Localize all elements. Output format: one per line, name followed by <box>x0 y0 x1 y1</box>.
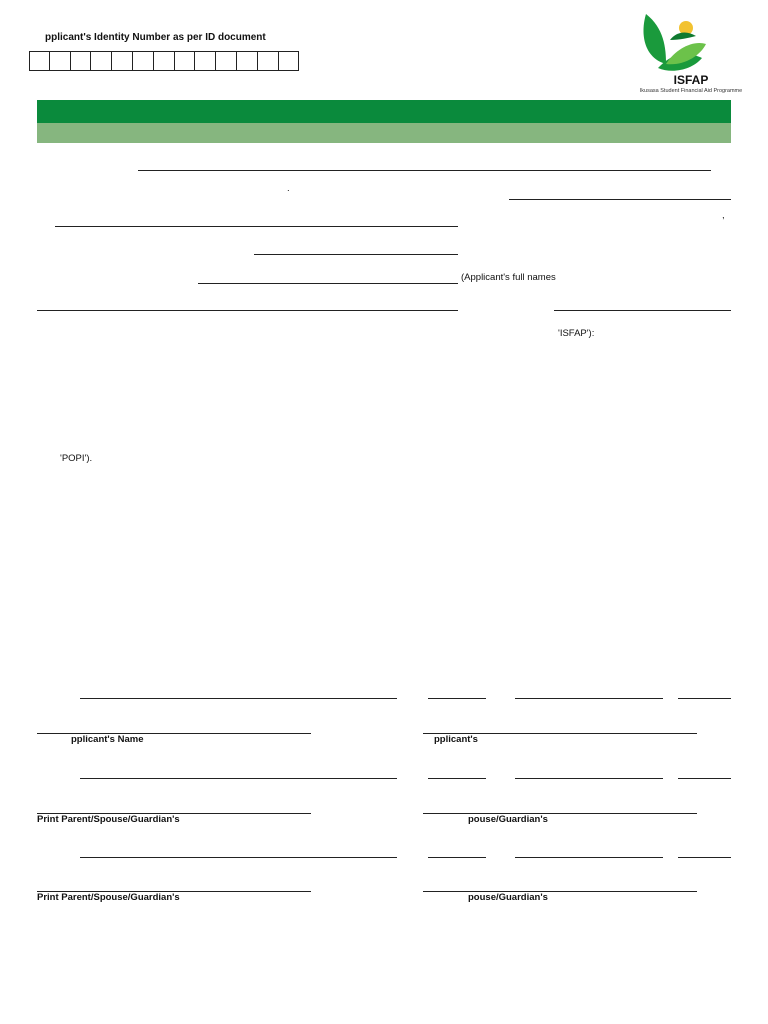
day-line[interactable] <box>428 778 486 779</box>
leaf-logo-icon <box>636 8 746 74</box>
id-digit-box[interactable] <box>91 51 112 71</box>
signed-at-line[interactable] <box>80 778 397 779</box>
guardian-signature-label: pouse/Guardian's <box>468 892 548 903</box>
fill-line[interactable] <box>254 254 458 255</box>
id-digit-box[interactable] <box>71 51 92 71</box>
id-digit-box[interactable] <box>133 51 154 71</box>
period-mark: . <box>287 183 290 194</box>
id-digit-box[interactable] <box>216 51 237 71</box>
id-digit-box[interactable] <box>258 51 279 71</box>
signed-at-line[interactable] <box>80 698 397 699</box>
guardian-name-label: Print Parent/Spouse/Guardian's <box>37 814 180 825</box>
fill-line[interactable] <box>138 170 711 171</box>
guardian-signature-line[interactable] <box>423 813 697 814</box>
day-line[interactable] <box>428 698 486 699</box>
month-line[interactable] <box>515 778 663 779</box>
id-digit-box[interactable] <box>50 51 71 71</box>
id-digit-box[interactable] <box>175 51 196 71</box>
id-number-boxes[interactable] <box>29 51 299 71</box>
logo-subtitle: Ikusasa Student Financial Aid Programme <box>639 88 743 94</box>
applicant-name-label: pplicant's Name <box>71 734 144 745</box>
isfap-logo <box>636 8 746 98</box>
id-digit-box[interactable] <box>237 51 258 71</box>
applicant-signature-label: pplicant's <box>434 734 478 745</box>
month-line[interactable] <box>515 857 663 858</box>
guardian-name-label: Print Parent/Spouse/Guardian's <box>37 892 180 903</box>
section-subheader-bar <box>37 123 731 143</box>
applicant-full-names-line[interactable] <box>198 283 458 284</box>
id-digit-box[interactable] <box>195 51 216 71</box>
fill-line[interactable] <box>37 310 458 311</box>
logo-title: ISFAP <box>673 73 709 87</box>
fill-line[interactable] <box>509 199 731 200</box>
guardian-signature-label: pouse/Guardian's <box>468 814 548 825</box>
comma-mark: , <box>722 210 725 221</box>
fill-line[interactable] <box>554 310 731 311</box>
month-line[interactable] <box>515 698 663 699</box>
day-line[interactable] <box>428 857 486 858</box>
section-header-bar <box>37 100 731 123</box>
id-digit-box[interactable] <box>279 51 300 71</box>
id-digit-box[interactable] <box>154 51 175 71</box>
signed-at-line[interactable] <box>80 857 397 858</box>
full-names-note: (Applicant's full names <box>461 272 556 283</box>
year-line[interactable] <box>678 778 731 779</box>
isfap-reference: 'ISFAP'): <box>558 328 595 339</box>
id-number-label: pplicant's Identity Number as per ID document <box>45 32 266 43</box>
year-line[interactable] <box>678 857 731 858</box>
popi-reference: 'POPI'). <box>60 453 93 464</box>
id-digit-box[interactable] <box>29 51 50 71</box>
fill-line[interactable] <box>55 226 458 227</box>
id-digit-box[interactable] <box>112 51 133 71</box>
year-line[interactable] <box>678 698 731 699</box>
guardian-signature-line[interactable] <box>423 891 697 892</box>
